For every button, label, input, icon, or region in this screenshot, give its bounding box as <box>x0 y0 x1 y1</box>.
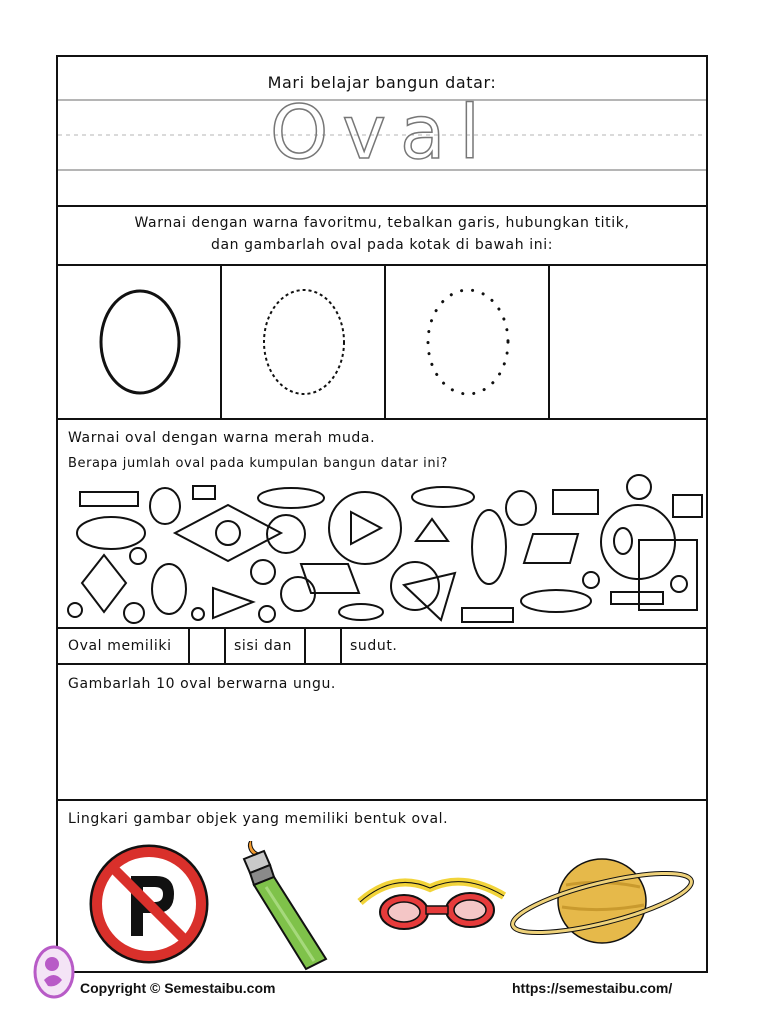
sides-answer-box[interactable] <box>190 629 226 663</box>
saturn-planet-icon[interactable] <box>506 851 698 951</box>
sentence-part-2: sisi dan <box>226 629 306 663</box>
worksheet <box>56 55 708 973</box>
drawing-section[interactable] <box>58 665 706 801</box>
website-url[interactable]: https://semestaibu.com/ <box>512 980 673 996</box>
practice-boxes <box>58 266 706 420</box>
shape-collection <box>58 420 706 629</box>
color-instruction: Warnai oval dengan warna merah muda. <box>68 430 376 446</box>
corners-answer-box[interactable] <box>306 629 342 663</box>
instruction-line-2: dan gambarlah oval pada kotak di bawah ini: <box>210 237 554 253</box>
lighter-icon[interactable] <box>230 841 340 971</box>
sentence-part-1: Oval memiliki <box>58 629 190 663</box>
shape-count-section <box>58 420 706 629</box>
trace-word: Oval <box>270 90 494 176</box>
swim-goggles-icon[interactable] <box>354 866 514 946</box>
no-parking-sign-icon[interactable] <box>86 841 216 971</box>
instruction-line-1: Warnai dengan warna favoritmu, tebalkan garis, hubungkan titik, <box>134 215 630 231</box>
practice-box-dotted <box>386 266 550 418</box>
practice-box-solid <box>58 266 222 418</box>
sentence-part-3: sudut. <box>350 638 398 654</box>
instruction-section <box>58 207 706 266</box>
count-question: Berapa jumlah oval pada kumpulan bangun datar ini? <box>68 456 448 471</box>
fill-sentence-row <box>58 629 706 665</box>
practice-box-empty[interactable] <box>550 266 706 418</box>
drawing-instruction: Gambarlah 10 oval berwarna ungu. <box>68 676 336 692</box>
practice-box-dashed <box>222 266 386 418</box>
semestaibu-logo-icon <box>32 944 76 1000</box>
copyright-text: Copyright © Semestaibu.com <box>80 980 276 996</box>
header-section <box>58 57 706 207</box>
worksheet-title: Mari belajar bangun datar: <box>267 73 497 92</box>
circle-objects-section <box>58 801 706 971</box>
circle-instruction: Lingkari gambar objek yang memiliki bentuk oval. <box>68 811 449 827</box>
